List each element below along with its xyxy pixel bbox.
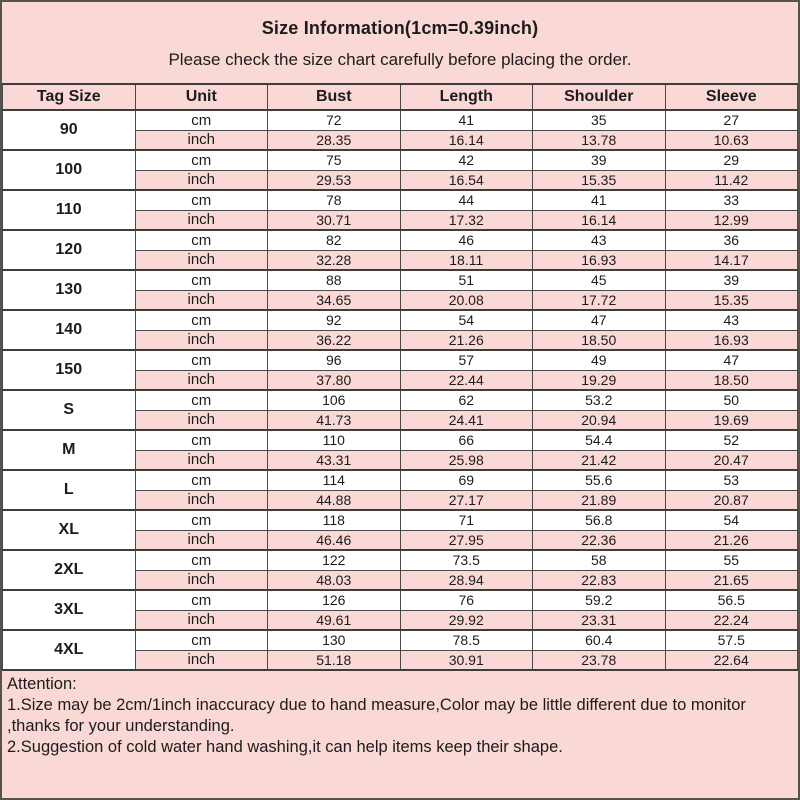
shoulder-value: 56.8 (533, 510, 666, 530)
sleeve-value: 19.69 (665, 410, 798, 430)
length-value: 57 (400, 350, 533, 370)
shoulder-value: 39 (533, 150, 666, 170)
length-value: 73.5 (400, 550, 533, 570)
bust-value: 96 (268, 350, 401, 370)
size-row-xl-cm (3, 510, 798, 530)
length-value: 25.98 (400, 450, 533, 470)
unit-cell: inch (135, 410, 268, 430)
size-row-3xl-cm (3, 590, 798, 610)
sleeve-value: 21.65 (665, 570, 798, 590)
shoulder-value: 20.94 (533, 410, 666, 430)
unit-cell: inch (135, 290, 268, 310)
sleeve-value: 11.42 (665, 170, 798, 190)
unit-cell: cm (135, 390, 268, 410)
length-value: 41 (400, 110, 533, 130)
unit-cell: cm (135, 630, 268, 650)
shoulder-value: 60.4 (533, 630, 666, 650)
bust-value: 48.03 (268, 570, 401, 590)
size-chart-table (2, 83, 798, 671)
bust-value: 43.31 (268, 450, 401, 470)
sleeve-value: 27 (665, 110, 798, 130)
shoulder-value: 43 (533, 230, 666, 250)
length-value: 16.54 (400, 170, 533, 190)
tag-size-cell: 130 (3, 270, 136, 310)
tag-size-cell: M (3, 430, 136, 470)
sleeve-value: 52 (665, 430, 798, 450)
bust-value: 126 (268, 590, 401, 610)
unit-cell: inch (135, 330, 268, 350)
bust-value: 82 (268, 230, 401, 250)
bust-value: 106 (268, 390, 401, 410)
column-header-sleeve: Sleeve (665, 84, 798, 110)
length-value: 69 (400, 470, 533, 490)
length-value: 66 (400, 430, 533, 450)
bust-value: 130 (268, 630, 401, 650)
header-row (3, 84, 798, 110)
bust-value: 46.46 (268, 530, 401, 550)
sleeve-value: 47 (665, 350, 798, 370)
bust-value: 92 (268, 310, 401, 330)
length-value: 29.92 (400, 610, 533, 630)
length-value: 22.44 (400, 370, 533, 390)
tag-size-cell: S (3, 390, 136, 430)
length-value: 76 (400, 590, 533, 610)
unit-cell: inch (135, 250, 268, 270)
size-row-110-cm (3, 190, 798, 210)
shoulder-value: 17.72 (533, 290, 666, 310)
size-row-90-cm (3, 110, 798, 130)
unit-cell: cm (135, 550, 268, 570)
unit-cell: cm (135, 310, 268, 330)
length-value: 30.91 (400, 650, 533, 670)
tag-size-cell: 120 (3, 230, 136, 270)
sleeve-value: 21.26 (665, 530, 798, 550)
sleeve-value: 22.24 (665, 610, 798, 630)
bust-value: 78 (268, 190, 401, 210)
shoulder-value: 23.78 (533, 650, 666, 670)
bust-value: 114 (268, 470, 401, 490)
shoulder-value: 16.14 (533, 210, 666, 230)
bust-value: 75 (268, 150, 401, 170)
sleeve-value: 29 (665, 150, 798, 170)
sleeve-value: 56.5 (665, 590, 798, 610)
length-value: 24.41 (400, 410, 533, 430)
size-row-120-cm (3, 230, 798, 250)
unit-cell: inch (135, 170, 268, 190)
unit-cell: cm (135, 230, 268, 250)
shoulder-value: 45 (533, 270, 666, 290)
unit-cell: inch (135, 130, 268, 150)
attention-section (2, 671, 798, 798)
bust-value: 36.22 (268, 330, 401, 350)
sleeve-value: 10.63 (665, 130, 798, 150)
length-value: 18.11 (400, 250, 533, 270)
unit-cell: cm (135, 590, 268, 610)
column-header-tag-size: Tag Size (3, 84, 136, 110)
shoulder-value: 22.36 (533, 530, 666, 550)
bust-value: 110 (268, 430, 401, 450)
column-header-shoulder: Shoulder (533, 84, 666, 110)
length-value: 17.32 (400, 210, 533, 230)
shoulder-value: 13.78 (533, 130, 666, 150)
bust-value: 32.28 (268, 250, 401, 270)
shoulder-value: 58 (533, 550, 666, 570)
bust-value: 34.65 (268, 290, 401, 310)
column-header-unit: Unit (135, 84, 268, 110)
shoulder-value: 21.89 (533, 490, 666, 510)
tag-size-cell: 3XL (3, 590, 136, 630)
size-row-130-cm (3, 270, 798, 290)
bust-value: 51.18 (268, 650, 401, 670)
shoulder-value: 16.93 (533, 250, 666, 270)
shoulder-value: 15.35 (533, 170, 666, 190)
bust-value: 118 (268, 510, 401, 530)
sleeve-value: 12.99 (665, 210, 798, 230)
unit-cell: inch (135, 210, 268, 230)
unit-cell: inch (135, 370, 268, 390)
shoulder-value: 35 (533, 110, 666, 130)
unit-cell: cm (135, 470, 268, 490)
shoulder-value: 54.4 (533, 430, 666, 450)
size-row-l-cm (3, 470, 798, 490)
sleeve-value: 54 (665, 510, 798, 530)
length-value: 28.94 (400, 570, 533, 590)
shoulder-value: 59.2 (533, 590, 666, 610)
column-header-bust: Bust (268, 84, 401, 110)
bust-value: 37.80 (268, 370, 401, 390)
length-value: 27.17 (400, 490, 533, 510)
unit-cell: inch (135, 570, 268, 590)
bust-value: 88 (268, 270, 401, 290)
page-subtitle: Please check the size chart carefully before placing the order. (168, 49, 632, 69)
size-row-140-cm (3, 310, 798, 330)
page-title: Size Information(1cm=0.39inch) (261, 17, 539, 38)
tag-size-cell: 150 (3, 350, 136, 390)
sleeve-value: 15.35 (665, 290, 798, 310)
sleeve-value: 39 (665, 270, 798, 290)
length-value: 46 (400, 230, 533, 250)
sleeve-value: 50 (665, 390, 798, 410)
unit-cell: inch (135, 530, 268, 550)
title-block (2, 2, 798, 83)
tag-size-cell: L (3, 470, 136, 510)
bust-value: 28.35 (268, 130, 401, 150)
shoulder-value: 47 (533, 310, 666, 330)
length-value: 71 (400, 510, 533, 530)
shoulder-value: 21.42 (533, 450, 666, 470)
sleeve-value: 20.87 (665, 490, 798, 510)
unit-cell: cm (135, 350, 268, 370)
tag-size-cell: 110 (3, 190, 136, 230)
length-value: 62 (400, 390, 533, 410)
shoulder-value: 55.6 (533, 470, 666, 490)
sleeve-value: 14.17 (665, 250, 798, 270)
unit-cell: cm (135, 110, 268, 130)
bust-value: 49.61 (268, 610, 401, 630)
length-value: 78.5 (400, 630, 533, 650)
unit-cell: inch (135, 490, 268, 510)
tag-size-cell: 100 (3, 150, 136, 190)
unit-cell: cm (135, 430, 268, 450)
bust-value: 30.71 (268, 210, 401, 230)
sleeve-value: 43 (665, 310, 798, 330)
shoulder-value: 41 (533, 190, 666, 210)
size-row-m-cm (3, 430, 798, 450)
length-value: 51 (400, 270, 533, 290)
size-row-4xl-cm (3, 630, 798, 650)
shoulder-value: 49 (533, 350, 666, 370)
unit-cell: inch (135, 450, 268, 470)
attention-note-2: 2.Suggestion of cold water hand washing,it can help items keep their shape. (7, 738, 563, 756)
size-row-s-cm (3, 390, 798, 410)
shoulder-value: 19.29 (533, 370, 666, 390)
unit-cell: cm (135, 270, 268, 290)
sleeve-value: 53 (665, 470, 798, 490)
unit-cell: cm (135, 510, 268, 530)
size-row-150-cm (3, 350, 798, 370)
size-chart-header (3, 84, 798, 110)
tag-size-cell: 140 (3, 310, 136, 350)
unit-cell: inch (135, 650, 268, 670)
shoulder-value: 18.50 (533, 330, 666, 350)
sleeve-value: 36 (665, 230, 798, 250)
length-value: 27.95 (400, 530, 533, 550)
tag-size-cell: XL (3, 510, 136, 550)
length-value: 21.26 (400, 330, 533, 350)
length-value: 16.14 (400, 130, 533, 150)
length-value: 44 (400, 190, 533, 210)
unit-cell: cm (135, 150, 268, 170)
attention-note-1: 1.Size may be 2cm/1inch inaccuracy due to hand measure,Color may be little different due to monitor ,thanks for your understanding. (7, 696, 746, 735)
sleeve-value: 16.93 (665, 330, 798, 350)
sleeve-value: 57.5 (665, 630, 798, 650)
size-row-2xl-cm (3, 550, 798, 570)
length-value: 54 (400, 310, 533, 330)
sleeve-value: 22.64 (665, 650, 798, 670)
size-chart-body (3, 110, 798, 670)
sleeve-value: 55 (665, 550, 798, 570)
shoulder-value: 22.83 (533, 570, 666, 590)
unit-cell: inch (135, 610, 268, 630)
tag-size-cell: 90 (3, 110, 136, 150)
sleeve-value: 18.50 (665, 370, 798, 390)
length-value: 20.08 (400, 290, 533, 310)
length-value: 42 (400, 150, 533, 170)
bust-value: 44.88 (268, 490, 401, 510)
sleeve-value: 20.47 (665, 450, 798, 470)
bust-value: 122 (268, 550, 401, 570)
bust-value: 72 (268, 110, 401, 130)
tag-size-cell: 4XL (3, 630, 136, 670)
sleeve-value: 33 (665, 190, 798, 210)
bust-value: 29.53 (268, 170, 401, 190)
attention-heading: Attention: (7, 675, 77, 693)
column-header-length: Length (400, 84, 533, 110)
shoulder-value: 53.2 (533, 390, 666, 410)
tag-size-cell: 2XL (3, 550, 136, 590)
size-row-100-cm (3, 150, 798, 170)
bust-value: 41.73 (268, 410, 401, 430)
shoulder-value: 23.31 (533, 610, 666, 630)
unit-cell: cm (135, 190, 268, 210)
